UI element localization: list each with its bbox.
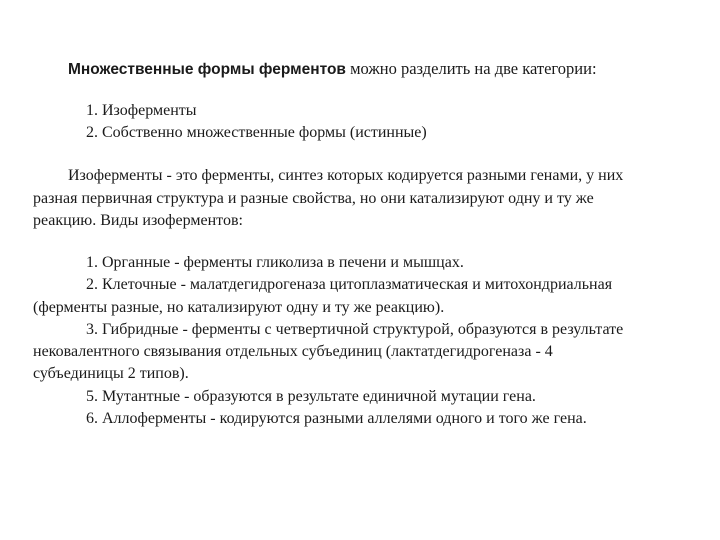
intro-line (68, 59, 597, 80)
type-line: 5. Мутантные - образуются в результате единичной мутации гена. (86, 388, 536, 405)
definition-line: реакцию. Виды изоферментов: (33, 212, 243, 229)
type-line: нековалентного связывания отдельных субъединиц (лактатдегидрогеназа - 4 (33, 343, 553, 360)
category-item: 2. Собственно множественные формы (истинные) (86, 124, 427, 141)
type-line: 1. Органные - ферменты гликолиза в печени и мышцах. (86, 254, 464, 271)
category-item: 1. Изоферменты (86, 102, 197, 119)
intro-rest-text: можно разделить на две категории: (345, 59, 597, 78)
type-line: 3. Гибридные - ферменты с четвертичной структурой, образуются в результате (86, 321, 624, 338)
type-line: субъединицы 2 типов). (33, 365, 189, 382)
definition-line: Изоферменты - это ферменты, синтез которых кодируется разными генами, у них (68, 167, 624, 184)
definition-line: разная первичная структура и разные свойства, но они катализируют одну и ту же (33, 190, 594, 207)
type-line: (ферменты разные, но катализируют одну и ту же реакцию). (33, 299, 445, 316)
type-line: 6. Аллоферменты - кодируются разными аллелями одного и того же гена. (86, 410, 587, 427)
type-line: 2. Клеточные - малатдегидрогеназа цитоплазматическая и митохондриальная (86, 276, 613, 293)
intro-bold-term: Множественные формы ферментов (68, 61, 346, 78)
